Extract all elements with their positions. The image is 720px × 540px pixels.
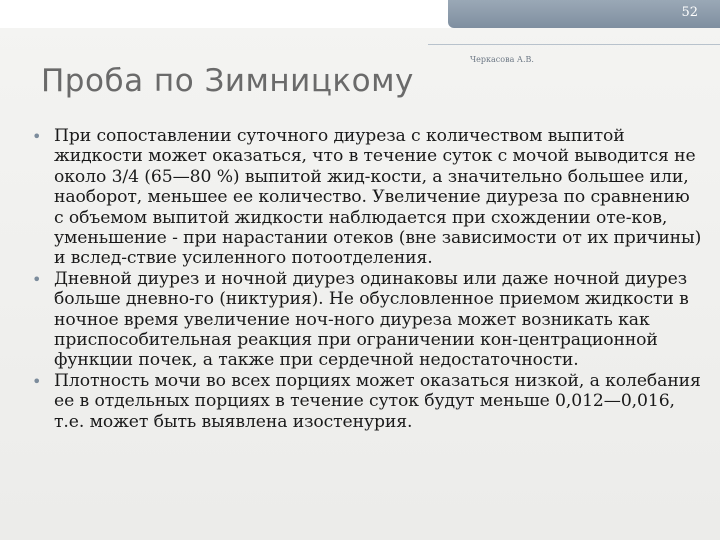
bullet-text: При сопоставлении суточного диуреза с количеством выпитой жидкости может оказаться, что в течение суток с мочой выводится не около 3/4 (65—80 %) выпитой жид-кости, а значительно большее или, наоборот, меньшее ее количество. Увеличение диуреза по сравнению с объемом выпитой жидкости наблюдается при схождении оте-ков, уменьшение - при нарастании отеков (вне зависимости от их причины) и вслед-ствие усиленного потоотделения.	[54, 126, 702, 269]
bullet-list	[30, 126, 704, 432]
bullet-item	[30, 126, 704, 269]
author-label: Черкасова А.В.	[470, 55, 534, 64]
bullet-text: Дневной диурез и ночной диурез одинаковы или даже ночной диурез больше дневно-го (никтурия). Не обусловленное приемом жидкости в ночное время увеличение ноч-ного диуреза может возникать как приспособительная реакция при ограничении кон-центрационной функции почек, а также при сердечной недостаточности.	[54, 268, 689, 371]
page-number: 52	[681, 5, 698, 20]
slide-title: Проба по Зимницкому	[41, 63, 414, 99]
bullet-dot-icon: •	[32, 127, 42, 146]
bullet-dot-icon: •	[32, 269, 42, 289]
bullet-item	[30, 269, 704, 371]
bullet-item	[30, 371, 704, 432]
bullet-text: Плотность мочи во всех порциях может оказаться низкой, а колебания ее в отдельных порциях в течение суток будут меньше 0,012—0,016, т.е. может быть выявлена изостенурия.	[54, 370, 701, 432]
header-rule	[428, 44, 720, 45]
page-number-tab	[448, 0, 720, 28]
bullet-dot-icon: •	[32, 371, 42, 391]
